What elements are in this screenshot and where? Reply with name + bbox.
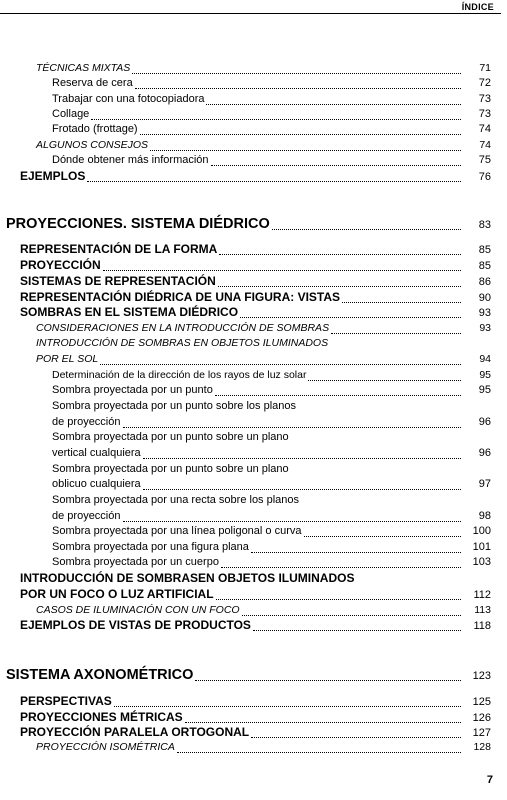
toc-page-number: 126 xyxy=(472,712,491,724)
dot-leader xyxy=(304,526,462,537)
toc-entry[interactable] xyxy=(52,446,491,460)
toc-entry-title: de proyección xyxy=(52,416,121,428)
toc-page-number: 96 xyxy=(478,447,491,459)
toc-entry[interactable] xyxy=(52,430,491,444)
toc-page-number: 90 xyxy=(478,292,491,304)
toc-entry-title: ALGUNOS CONSEJOS xyxy=(36,139,149,151)
dot-leader xyxy=(251,542,461,553)
toc-entry-title: SOMBRAS EN EL SISTEMA DIÉDRICO xyxy=(20,305,239,319)
toc-page-number: 123 xyxy=(472,670,491,682)
toc-entry-title: Trabajar con una fotocopiadora xyxy=(52,93,205,105)
toc-entry[interactable] xyxy=(52,415,491,429)
toc-page-number: 73 xyxy=(478,93,491,105)
toc-entry[interactable] xyxy=(20,725,491,739)
toc-entry-title: PERSPECTIVAS xyxy=(20,694,112,708)
toc-entry-title: de proyección xyxy=(52,510,121,522)
dot-leader xyxy=(298,401,461,411)
dot-leader xyxy=(253,620,461,631)
toc-page-number: 103 xyxy=(472,556,491,568)
toc-entry[interactable] xyxy=(20,258,491,272)
toc-page-number: 113 xyxy=(474,604,491,616)
toc-entry-title: vertical cualquiera xyxy=(52,447,141,459)
toc-page-number: 73 xyxy=(478,108,491,120)
toc-entry[interactable] xyxy=(20,571,491,585)
dot-leader xyxy=(331,323,461,334)
toc-entry[interactable] xyxy=(20,710,491,724)
toc-chapter-title: SISTEMA AXONOMÉTRICO xyxy=(6,667,194,683)
toc-entry[interactable] xyxy=(52,92,491,106)
toc-entry[interactable] xyxy=(36,321,491,335)
toc-entry-title: Sombra proyectada por un cuerpo xyxy=(52,556,219,568)
toc-chapter[interactable] xyxy=(6,666,491,684)
toc-page-number: 118 xyxy=(473,620,491,632)
toc-entry[interactable] xyxy=(52,153,491,167)
toc-page-number: 97 xyxy=(478,478,491,490)
dot-leader xyxy=(87,171,461,182)
toc-page-number: 76 xyxy=(478,171,491,183)
dot-leader xyxy=(150,140,461,151)
toc-entry-title: PROYECCIÓN PARALELA ORTOGONAL xyxy=(20,725,250,739)
toc-entry-title: Collage xyxy=(52,108,90,120)
dot-leader xyxy=(211,155,461,166)
toc-entry[interactable] xyxy=(52,509,491,523)
toc-chapter-title: PROYECCIONES. SISTEMA DIÉDRICO xyxy=(6,216,270,232)
toc-entry-title: Sombra proyectada por una recta sobre los planos xyxy=(52,494,300,506)
toc-entry[interactable] xyxy=(52,107,491,121)
dot-leader xyxy=(272,219,461,230)
dot-leader xyxy=(140,124,461,135)
toc-entry-title: Sombra proyectada por un punto xyxy=(52,384,213,396)
toc-entry[interactable] xyxy=(20,618,491,632)
running-header: ÍNDICE xyxy=(461,2,494,12)
toc-entry-title: Frotado (frottage) xyxy=(52,123,138,135)
toc-entry[interactable] xyxy=(36,61,491,75)
dot-leader xyxy=(143,448,461,459)
toc-page-number: 95 xyxy=(478,384,491,396)
toc-page-number: 125 xyxy=(472,696,491,708)
toc-entry-title: TÉCNICAS MIXTAS xyxy=(36,62,131,74)
toc-entry-title: EJEMPLOS xyxy=(20,169,86,183)
dot-leader xyxy=(356,573,461,583)
toc-entry-title: Sombra proyectada por un punto sobre un plano xyxy=(52,431,289,443)
dot-leader xyxy=(342,292,461,303)
toc-entry-title: POR UN FOCO O LUZ ARTIFICIAL xyxy=(20,587,214,601)
toc-entry[interactable] xyxy=(52,555,491,569)
dot-leader xyxy=(135,78,461,89)
toc-page-number: 74 xyxy=(479,139,491,151)
toc-entry-title: Sombra proyectada por un punto sobre los planos xyxy=(52,400,296,412)
dot-leader xyxy=(308,370,461,381)
dot-leader xyxy=(114,696,461,707)
toc-chapter[interactable] xyxy=(6,215,491,233)
toc-entry-title: INTRODUCCIÓN DE SOMBRASEN OBJETOS ILUMINADOS xyxy=(20,571,355,585)
toc-entry-title: POR EL SOL xyxy=(36,353,99,365)
dot-leader xyxy=(291,432,461,442)
toc-entry-title: PROYECCIÓN ISOMÉTRICA xyxy=(36,741,175,753)
dot-leader xyxy=(218,276,461,287)
toc-entry[interactable] xyxy=(36,603,491,617)
toc-entry[interactable] xyxy=(52,540,491,554)
toc-entry-title: Reserva de cera xyxy=(52,77,133,89)
toc-entry[interactable] xyxy=(20,305,491,319)
toc-entry-title: PROYECCIÓN xyxy=(20,258,101,272)
toc-entry[interactable] xyxy=(52,399,491,413)
toc-page-number: 85 xyxy=(478,260,491,272)
toc-entry[interactable] xyxy=(52,383,491,397)
dot-leader xyxy=(219,244,461,255)
toc-entry[interactable] xyxy=(36,352,491,366)
toc-entry[interactable] xyxy=(36,740,491,754)
dot-leader xyxy=(240,307,461,318)
toc-page-number: 93 xyxy=(478,307,491,319)
toc-entry-title: REPRESENTACIÓN DIÉDRICA DE UNA FIGURA: VISTAS xyxy=(20,290,341,304)
dot-leader xyxy=(330,338,461,348)
toc-entry-title: Dónde obtener más información xyxy=(52,154,209,166)
toc-page-number: 127 xyxy=(472,727,491,739)
toc-page-number: 100 xyxy=(472,525,491,537)
dot-leader xyxy=(216,589,461,600)
toc-page-number: 75 xyxy=(478,154,491,166)
dot-leader xyxy=(91,109,461,120)
dot-leader xyxy=(177,742,461,753)
toc-entry-title: INTRODUCCIÓN DE SOMBRAS EN OBJETOS ILUMINADOS xyxy=(36,337,329,349)
dot-leader xyxy=(215,385,461,396)
toc-page-number: 85 xyxy=(478,244,491,256)
toc-entry[interactable] xyxy=(52,462,491,476)
toc-entry-title: CASOS DE ILUMINACIÓN CON UN FOCO xyxy=(36,604,240,616)
toc-entry-title: Sombra proyectada por una figura plana xyxy=(52,541,249,553)
toc-entry[interactable] xyxy=(52,76,491,90)
toc-entry[interactable] xyxy=(20,274,491,288)
dot-leader xyxy=(100,354,461,365)
toc-page-number: 94 xyxy=(479,353,491,365)
toc-entry[interactable] xyxy=(36,336,491,350)
toc-page-number: 83 xyxy=(478,219,491,231)
toc-page-number: 95 xyxy=(479,369,491,381)
dot-leader xyxy=(301,495,461,505)
toc-entry[interactable] xyxy=(20,694,491,708)
toc-entry[interactable] xyxy=(20,169,491,183)
toc-page-number: 112 xyxy=(473,589,491,601)
toc-entry[interactable] xyxy=(52,524,491,538)
toc-page-number: 71 xyxy=(479,62,491,74)
dot-leader xyxy=(185,712,461,723)
dot-leader xyxy=(143,479,461,490)
toc-entry[interactable] xyxy=(20,290,491,304)
toc-entry-title: Sombra proyectada por un punto sobre un plano xyxy=(52,463,289,475)
dot-leader xyxy=(103,260,461,271)
toc-entry-title: EJEMPLOS DE VISTAS DE PRODUCTOS xyxy=(20,618,251,632)
toc-entry-title: SISTEMAS DE REPRESENTACIÓN xyxy=(20,274,216,288)
toc-entry-title: REPRESENTACIÓN DE LA FORMA xyxy=(20,242,218,256)
dot-leader xyxy=(206,94,461,105)
toc-entry[interactable] xyxy=(52,477,491,491)
toc-entry[interactable] xyxy=(52,493,491,507)
dot-leader xyxy=(221,557,461,568)
toc-page-number: 86 xyxy=(478,276,491,288)
dot-leader xyxy=(251,727,461,738)
toc-entry[interactable] xyxy=(52,368,491,382)
toc-entry-title: oblicuo cualquiera xyxy=(52,478,141,490)
toc-page-number: 96 xyxy=(478,416,491,428)
toc-page-number: 101 xyxy=(472,541,491,553)
toc-page-number: 93 xyxy=(479,322,491,334)
toc-page-number: 128 xyxy=(473,741,491,753)
dot-leader xyxy=(123,417,462,428)
dot-leader xyxy=(132,63,461,74)
toc-entry-title: Sombra proyectada por una línea poligonal o curva xyxy=(52,525,302,537)
toc-entry[interactable] xyxy=(20,587,491,601)
page-number: 7 xyxy=(486,774,493,786)
toc-entry[interactable] xyxy=(20,242,491,256)
dot-leader xyxy=(195,670,461,681)
toc-page-number: 74 xyxy=(478,123,491,135)
toc-entry-title: CONSIDERACIONES EN LA INTRODUCCIÓN DE SOMBRAS xyxy=(36,322,330,334)
toc-entry[interactable] xyxy=(52,122,491,136)
toc-entry-title: PROYECCIONES MÉTRICAS xyxy=(20,710,183,724)
toc-page-number: 98 xyxy=(478,510,491,522)
dot-leader xyxy=(123,511,462,522)
dot-leader xyxy=(291,464,461,474)
dot-leader xyxy=(242,605,461,616)
toc-entry-title: Determinación de la dirección de los rayos de luz solar xyxy=(52,369,307,381)
toc-entry[interactable] xyxy=(36,138,491,152)
toc-page-number: 72 xyxy=(478,77,491,89)
